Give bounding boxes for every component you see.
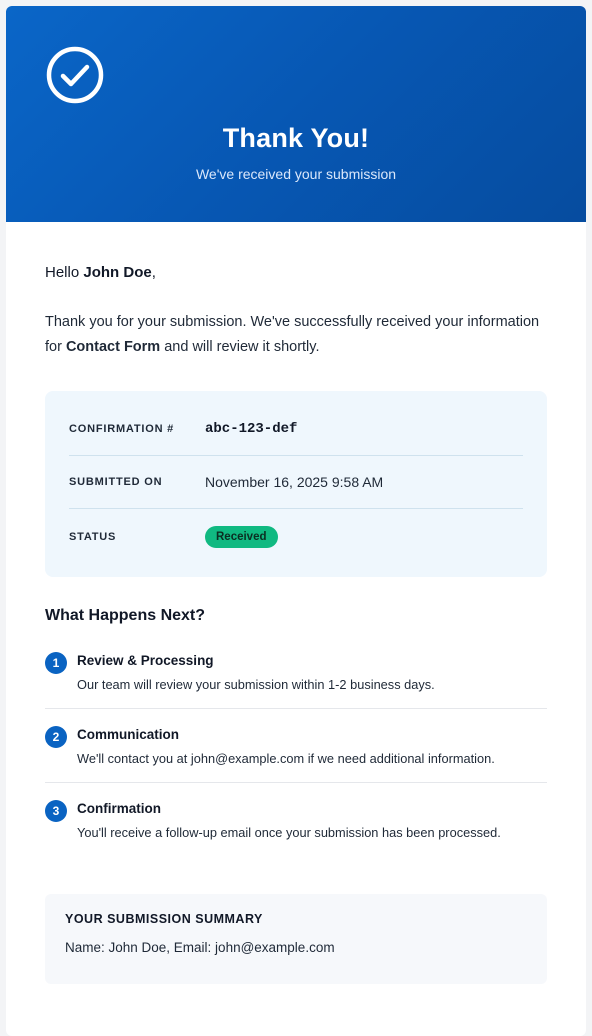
step-number: 3 (45, 800, 67, 822)
form-name: Contact Form (65, 338, 161, 355)
confirmation-number: abc-123-def (205, 421, 298, 437)
step-title: Confirmation (77, 801, 161, 816)
next-steps-title: What Happens Next? (45, 607, 206, 624)
step-item (45, 643, 547, 709)
page-title: Thank You! (222, 123, 370, 153)
status-label: STATUS (69, 531, 117, 543)
step-title: Communication (77, 727, 180, 742)
submission-summary (45, 894, 547, 984)
summary-text: Name: John Doe, Email: john@example.com (65, 940, 335, 955)
step-item (45, 709, 547, 783)
email-card (6, 6, 586, 1036)
step-title: Review & Processing (77, 653, 214, 668)
step-description: We'll contact you at john@example.com if we need additional information. (77, 751, 495, 766)
check-circle-icon (46, 46, 104, 104)
status-row (69, 509, 523, 565)
step-description: Our team will review your submission within 1-2 business days. (77, 677, 435, 692)
step-number: 1 (45, 652, 67, 674)
page-subtitle: We've received your submission (195, 166, 397, 182)
submitted-date: November 16, 2025 9:58 AM (205, 474, 384, 490)
confirmation-row (69, 403, 523, 456)
intro-text-1: Thank you for your submission. We've successfully received your information for (45, 314, 540, 355)
submitted-row (69, 456, 523, 509)
greeting-prefix: Hello (45, 264, 84, 281)
step-item (45, 783, 547, 856)
step-description: You'll receive a follow-up email once your submission has been processed. (77, 825, 501, 840)
intro-paragraph (45, 310, 547, 359)
confirmation-label: CONFIRMATION # (69, 423, 175, 435)
status-badge: Received (205, 526, 278, 548)
intro-text-2: and will review it shortly. (160, 338, 320, 355)
submission-details (45, 391, 547, 577)
greeting-suffix: , (151, 264, 156, 281)
greeting (45, 262, 547, 284)
submitted-label: SUBMITTED ON (69, 476, 163, 488)
email-body (6, 222, 586, 984)
recipient-name: John Doe (83, 264, 152, 281)
next-steps-list (45, 643, 547, 856)
summary-title: YOUR SUBMISSION SUMMARY (65, 912, 263, 926)
step-number: 2 (45, 726, 67, 748)
header-banner (6, 6, 586, 222)
